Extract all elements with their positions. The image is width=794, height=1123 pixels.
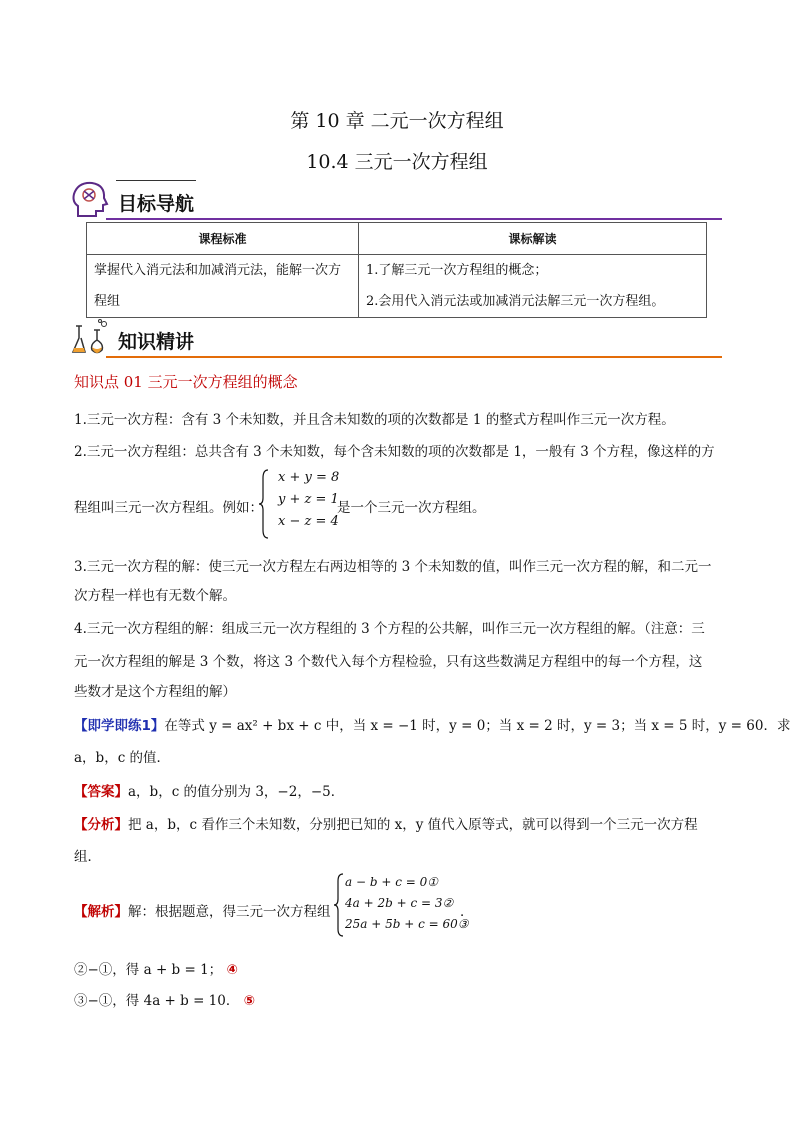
interpretation-line-1: 1.了解三元一次方程组的概念； (366, 263, 548, 278)
interpretation-line-2: 2.会用代入消元法或加减消元法解三元一次方程组。 (366, 294, 665, 309)
chapter-title: 第 10 章 二元一次方程组 (290, 110, 504, 132)
answer-text: a，b，c 的值分别为 3，−2，−5． (128, 784, 345, 800)
interpretation-cell (359, 255, 707, 318)
example-eq-1: x + y = 8 (278, 470, 340, 485)
example-system (278, 467, 339, 533)
answer-tag: 【答案】 (74, 784, 128, 800)
step-2-marker: ⑤ (243, 993, 256, 1009)
col-standard-header: 课程标准 (87, 223, 359, 255)
paragraph-3-line-2: 次方程一样也有无数个解。 (74, 588, 236, 604)
step-1-text: ②−①，得 a + b = 1； (74, 962, 223, 978)
standards-table (86, 222, 707, 318)
analysis-line-2: 组． (74, 849, 101, 865)
paragraph-2-line-1: 2.三元一次方程组：总共含有 3 个未知数，每个含未知数的项的次数都是 1，一般有 3 个方程，像这样的方 (74, 444, 715, 460)
step-1 (74, 958, 238, 978)
solution-eq-2: 4a + 2b + c = 3② (345, 896, 454, 910)
exercise-question-line-2: a，b，c 的值． (74, 750, 171, 766)
knowledge-rule (106, 356, 722, 358)
solution-eq-1: a − b + c = 0① (345, 875, 438, 889)
col-interpretation-header: 课标解读 (359, 223, 707, 255)
knowledge-point-title (74, 371, 298, 392)
section-title: 10.4 三元一次方程组 (306, 151, 488, 173)
step-2-text: ③−①，得 4a + b = 10． (74, 993, 240, 1009)
example-eq-2: y + z = 1 (278, 492, 339, 507)
paragraph-3-line-1: 3.三元一次方程的解：使三元一次方程左右两边相等的 3 个未知数的值，叫作三元一次方程的解，和二元一 (74, 559, 712, 575)
paragraph-4-line-3: 些数才是这个方程组的解） (74, 684, 236, 700)
paragraph-4-line-2: 元一次方程组的解是 3 个数，将这 3 个数代入每个方程检验，只有这些数满足方程组中的每一个方程，这 (74, 654, 703, 670)
example-suffix: 是一个三元一次方程组。 (337, 500, 486, 516)
exercise-question-line-1 (74, 714, 790, 734)
solution-brace (333, 872, 345, 938)
analysis-tag: 【分析】 (74, 817, 128, 833)
paragraph-1: 1.三元一次方程：含有 3 个未知数，并且含未知数的项的次数都是 1 的整式方程叫作三元一次方程。 (74, 412, 675, 428)
knowledge-section-header (70, 318, 722, 358)
step-1-marker: ④ (226, 962, 238, 978)
analysis-text: 把 a，b，c 看作三个未知数，分别把已知的 x，y 值代入原等式，就可以得到一个三元一次方程 (128, 817, 698, 833)
solution-tag: 【解析】 (74, 904, 128, 920)
answer-line (74, 780, 344, 800)
head-brain-icon (70, 180, 110, 220)
paragraph-2-line-2 (74, 496, 263, 516)
example-eq-3: x − z = 4 (278, 514, 339, 529)
solution-suffix: ． (460, 904, 474, 920)
flask-icon (70, 318, 110, 356)
knowledge-heading: 知识精讲 (118, 331, 195, 353)
solution-eq-3: 25a + 5b + c = 60③ (345, 917, 469, 931)
analysis-line-1 (74, 813, 698, 833)
standard-cell: 掌握代入消元法和加减消元法，能解一次方程组 (87, 255, 359, 318)
goals-rule (106, 218, 722, 220)
goals-heading: 目标导航 (118, 193, 195, 215)
step-2 (74, 989, 255, 1009)
knowledge-point-title-text: 知识点 01 三元一次方程组的概念 (74, 373, 298, 391)
paragraph-4-line-1: 4.三元一次方程组的解：组成三元一次方程组的 3 个方程的公共解，叫作三元一次方程组的解。（注意：三 (74, 621, 705, 637)
example-brace (258, 468, 270, 540)
exercise-question-text: 在等式 y = ax² + bx + c 中，当 x = −1 时，y = 0；当 x = 2 时，y = 3；当 x = 5 时，y = 60．求 (164, 718, 791, 734)
solution-line (74, 900, 331, 920)
goals-section-header (70, 180, 722, 220)
example-prefix: 程组叫三元一次方程组。例如： (74, 500, 263, 516)
solution-system (345, 872, 469, 935)
exercise-tag: 【即学即练1】 (74, 718, 165, 734)
solution-prefix: 解：根据题意，得三元一次方程组 (128, 904, 331, 920)
